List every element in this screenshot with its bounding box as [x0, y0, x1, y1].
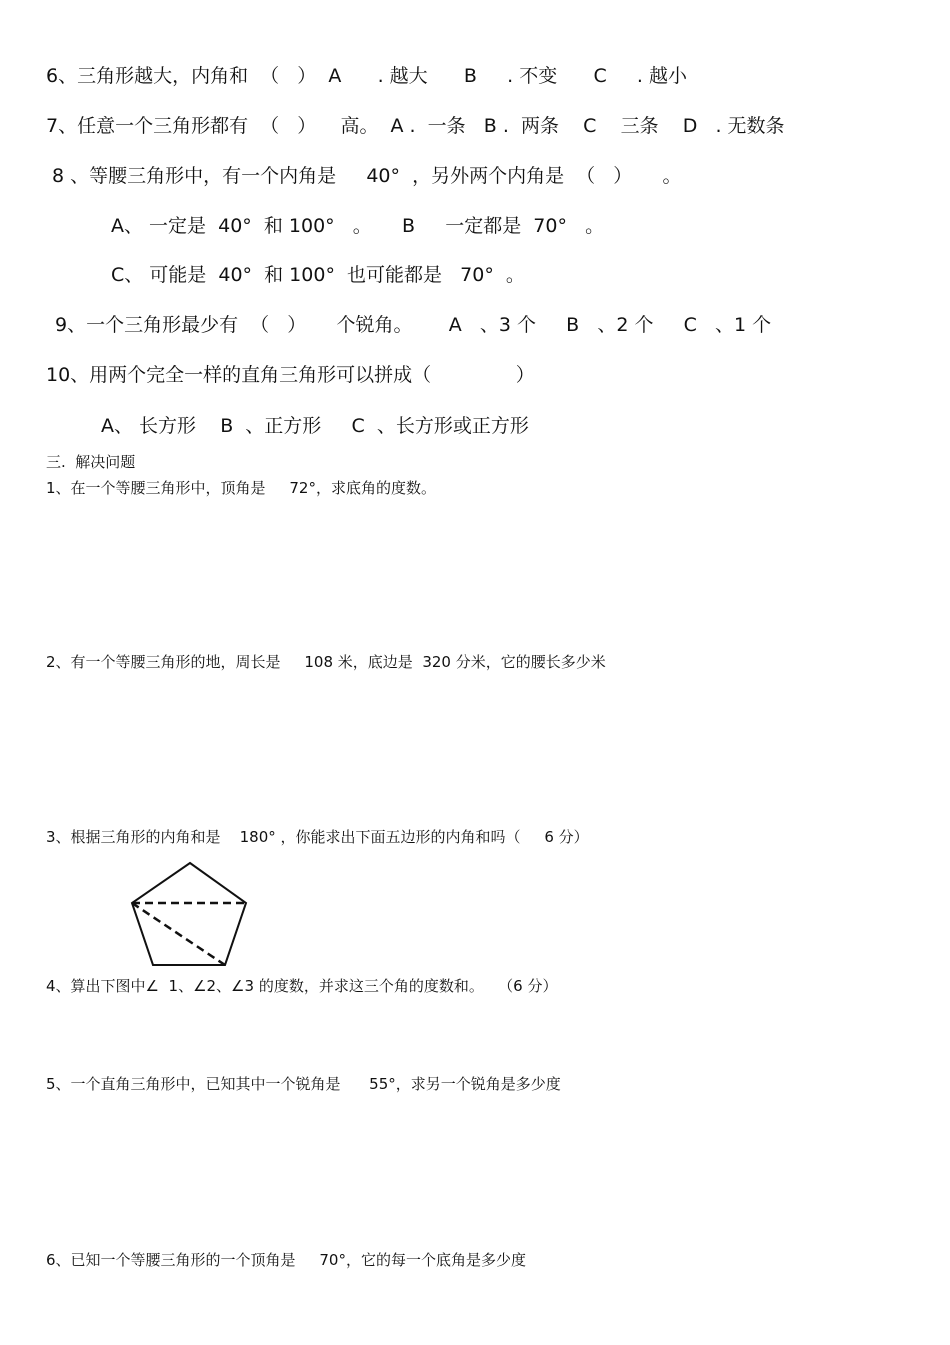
problem-2: 2、有一个等腰三角形的地，周长是 108 米，底边是 320 分米，它的腰长多少米	[46, 653, 606, 671]
problem-5: 5、一个直角三角形中，已知其中一个锐角是 55°，求另一个锐角是多少度	[46, 1075, 561, 1093]
question-8: 8 、等腰三角形中，有一个内角是 40° ，另外两个内角是 （ ） 。	[52, 165, 682, 187]
pentagon-with-diagonals-icon	[122, 858, 258, 970]
question-8-option-c: C、 可能是 40° 和 100° 也可能都是 70° 。	[111, 264, 525, 286]
question-10: 10、用两个完全一样的直角三角形可以拼成（ ）	[46, 364, 535, 386]
section-title: 三. 解决问题	[46, 453, 136, 471]
question-10-options: A、 长方形 B 、正方形 C 、长方形或正方形	[101, 415, 529, 437]
question-6: 6、三角形越大，内角和 （ ） A . 越大 B . 不变 C . 越小	[46, 65, 688, 87]
question-8-options-ab: A、 一定是 40° 和 100° 。 B 一定都是 70° 。	[111, 215, 605, 237]
question-7: 7、任意一个三角形都有 （ ） 高。 A . 一条 B . 两条 C 三条 D . 无数条	[46, 115, 785, 137]
question-9: 9、一个三角形最少有 （ ） 个锐角。 A 、3 个 B 、2 个 C 、1 个	[55, 314, 772, 336]
problem-1: 1、在一个等腰三角形中，顶角是 72°，求底角的度数。	[46, 479, 436, 497]
problem-3: 3、根据三角形的内角和是 180° ，你能求出下面五边形的内角和吗（ 6 分）	[46, 828, 589, 846]
problem-4: 4、算出下图中∠ 1、∠2、∠3 的度数，并求这三个角的度数和。 （6 分）	[46, 977, 558, 995]
problem-6: 6、已知一个等腰三角形的一个顶角是 70°，它的每一个底角是多少度	[46, 1251, 526, 1269]
